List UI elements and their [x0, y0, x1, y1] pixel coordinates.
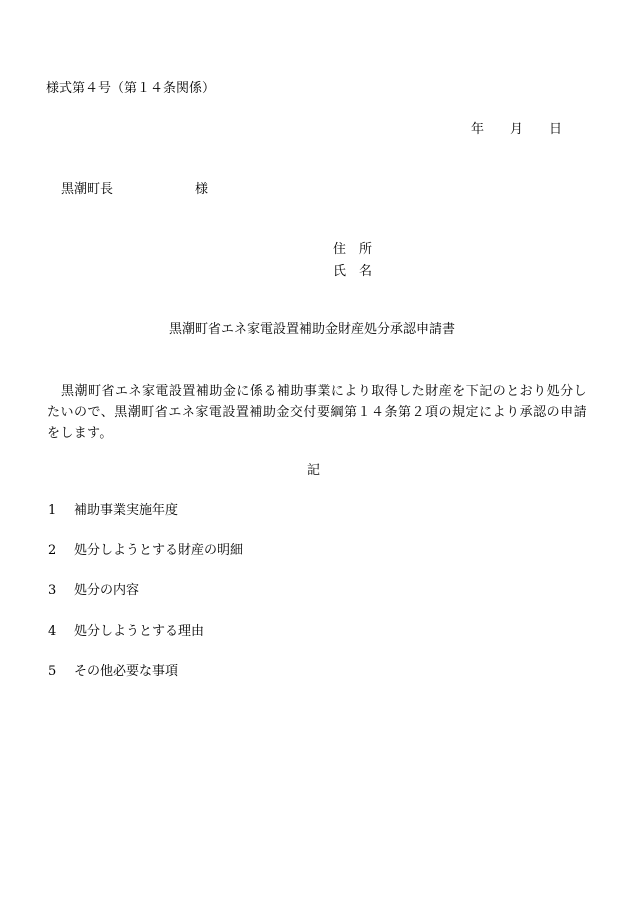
- date-year-label: 年: [471, 122, 485, 137]
- list-item-text: 補助事業実施年度: [74, 503, 179, 518]
- applicant-name-label: 氏 名: [333, 264, 373, 279]
- list-item: [48, 544, 243, 557]
- list-item: [48, 665, 178, 678]
- ki-heading: 記: [307, 463, 321, 478]
- date-row: [471, 123, 562, 136]
- addressee-honorific: 様: [195, 182, 209, 197]
- addressee-name: 黒潮町長: [61, 182, 114, 197]
- addressee: [61, 183, 208, 196]
- list-item-number: 2: [48, 543, 57, 558]
- document-title: [0, 323, 630, 336]
- document-title-text: 黒潮町省エネ家電設置補助金財産処分承認申請書: [168, 322, 455, 337]
- body-paragraph: 黒潮町省エネ家電設置補助金に係る補助事業により取得した財産を下記のとおり処分したいので、黒潮町省エネ家電設置補助金交付要綱第１４条第２項の規定により承認の申請をします。: [47, 384, 587, 441]
- list-item-number: 4: [48, 624, 57, 639]
- applicant-address-label: 住 所: [333, 242, 373, 257]
- list-item-text: 処分しようとする財産の明細: [74, 543, 244, 558]
- list-item: [48, 504, 178, 517]
- applicant-block: [333, 243, 372, 287]
- list-item-number: 1: [48, 503, 57, 518]
- date-month-label: 月: [510, 122, 524, 137]
- list-item: [48, 625, 204, 638]
- list-item: [48, 584, 139, 597]
- list-item-text: 処分しようとする理由: [74, 624, 205, 639]
- list-item-number: 3: [48, 583, 57, 598]
- list-item-number: 5: [48, 664, 57, 679]
- form-number: 様式第４号（第１４条関係）: [46, 81, 216, 96]
- list-item-text: その他必要な事項: [74, 664, 179, 679]
- date-day-label: 日: [549, 122, 563, 137]
- list-item-text: 処分の内容: [74, 583, 140, 598]
